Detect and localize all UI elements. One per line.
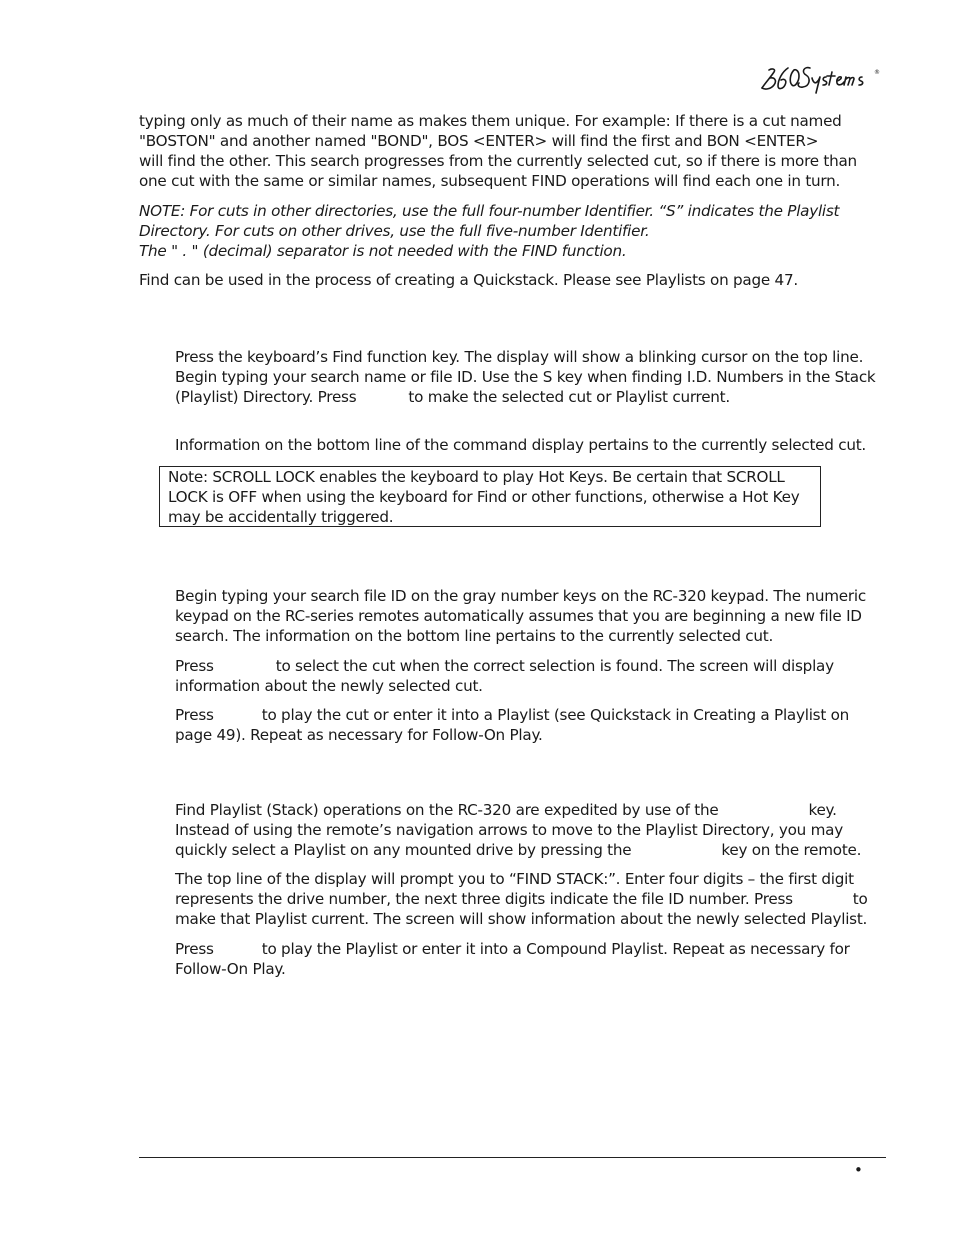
remote-select-text: to select the cut when the correct selection is found. The screen will display — [275, 657, 834, 675]
playlist-text: key. — [808, 801, 837, 819]
company-logo — [760, 60, 884, 96]
scroll-lock-note — [168, 467, 799, 527]
note-line: The " . " (decimal) separator is not needed with the FIND function. — [139, 242, 627, 260]
playlist-play-paragraph — [175, 939, 850, 979]
remote-select-line — [175, 656, 834, 676]
find-stack-line: make that Playlist current. The screen will show information about the newly selected Playlist. — [175, 910, 868, 928]
svg-text:®: ® — [874, 69, 880, 76]
footer-rule — [139, 1157, 886, 1158]
remote-play-line: page 49). Repeat as necessary for Follow-On Play. — [175, 726, 543, 744]
find-stack-line: The top line of the display will prompt you to “FIND STACK:”. Enter four digits – the first digit — [175, 870, 854, 888]
keyboard-line — [175, 387, 875, 407]
intro-line: one cut with the same or similar names, subsequent FIND operations will find each one in turn. — [139, 172, 841, 190]
find-stack-text: represents the drive number, the next three digits indicate the file ID number. Press — [175, 890, 793, 908]
intro-line: typing only as much of their name as makes them unique. For example: If there is a cut named — [139, 112, 842, 130]
press-word: Press — [175, 940, 214, 958]
directory-note — [139, 201, 839, 261]
info-text: Information on the bottom line of the command display pertains to the currently selected cut. — [175, 436, 867, 454]
find-stack-paragraph — [175, 869, 868, 929]
scroll-note-line: may be accidentally triggered. — [168, 508, 394, 526]
find-stack-line — [175, 889, 868, 909]
scroll-note-line: LOCK is OFF when using the keyboard for Find or other functions, otherwise a Hot Key — [168, 488, 800, 506]
playlist-play-text: to play the Playlist or enter it into a Compound Playlist. Repeat as necessary for — [261, 940, 850, 958]
keyboard-line: Begin typing your search name or file ID. Use the S key when finding I.D. Numbers in the Stack — [175, 368, 876, 386]
remote-select-paragraph — [175, 656, 834, 696]
playlist-text: key on the remote. — [721, 841, 862, 859]
playlist-find-paragraph — [175, 800, 861, 860]
playlist-text: quickly select a Playlist on any mounted drive by pressing the — [175, 841, 632, 859]
note-line: Directory. For cuts on other drives, use the full five-number Identifier. — [139, 222, 650, 240]
command-display-info — [175, 435, 866, 455]
keyboard-line-end: to make the selected cut or Playlist current. — [408, 388, 730, 406]
playlist-text: Find Playlist (Stack) operations on the RC-320 are expedited by use of the — [175, 801, 719, 819]
press-word: Press — [175, 706, 214, 724]
intro-line: "BOSTON" and another named "BOND", BOS <ENTER> will find the first and BON <ENTER> — [139, 132, 819, 150]
remote-line: keypad on the RC-series remotes automatically assumes that you are beginning a new file ID — [175, 607, 862, 625]
keyboard-line: Press the keyboard’s Find function key. The display will show a blinking cursor on the top line. — [175, 348, 864, 366]
keyboard-find-paragraph — [175, 347, 875, 407]
remote-line: Begin typing your search file ID on the gray number keys on the RC-320 keypad. The numeric — [175, 587, 866, 605]
find-stack-text: to — [852, 890, 868, 908]
remote-play-text: to play the cut or enter it into a Playlist (see Quickstack in Creating a Playlist on — [261, 706, 850, 724]
playlist-line — [175, 840, 861, 860]
playlist-line: Instead of using the remote’s navigation arrows to move to the Playlist Directory, you may — [175, 821, 843, 839]
remote-select-line: information about the newly selected cut. — [175, 677, 483, 695]
logo-script-graphic — [760, 60, 884, 96]
playlist-play-line — [175, 939, 850, 959]
press-word: Press — [175, 657, 214, 675]
note-line: NOTE: For cuts in other directories, use the full four-number Identifier. “S” indicates the Playlist — [139, 202, 840, 220]
remote-find-paragraph — [175, 586, 866, 646]
remote-line: search. The information on the bottom line pertains to the currently selected cut. — [175, 627, 774, 645]
footer-bullet: • — [854, 1161, 863, 1179]
intro-line: will find the other. This search progresses from the currently selected cut, so if there is more than — [139, 152, 857, 170]
playlist-line — [175, 800, 861, 820]
intro-paragraph — [139, 111, 857, 191]
remote-play-paragraph — [175, 705, 849, 745]
keyboard-line-start: (Playlist) Directory. Press — [175, 388, 357, 406]
scroll-note-line: Note: SCROLL LOCK enables the keyboard to play Hot Keys. Be certain that SCROLL — [168, 468, 785, 486]
playlist-play-line: Follow-On Play. — [175, 960, 286, 978]
remote-play-line — [175, 705, 849, 725]
quickstack-paragraph — [139, 270, 798, 290]
quickstack-text: Find can be used in the process of creating a Quickstack. Please see Playlists on page 47. — [139, 271, 798, 289]
